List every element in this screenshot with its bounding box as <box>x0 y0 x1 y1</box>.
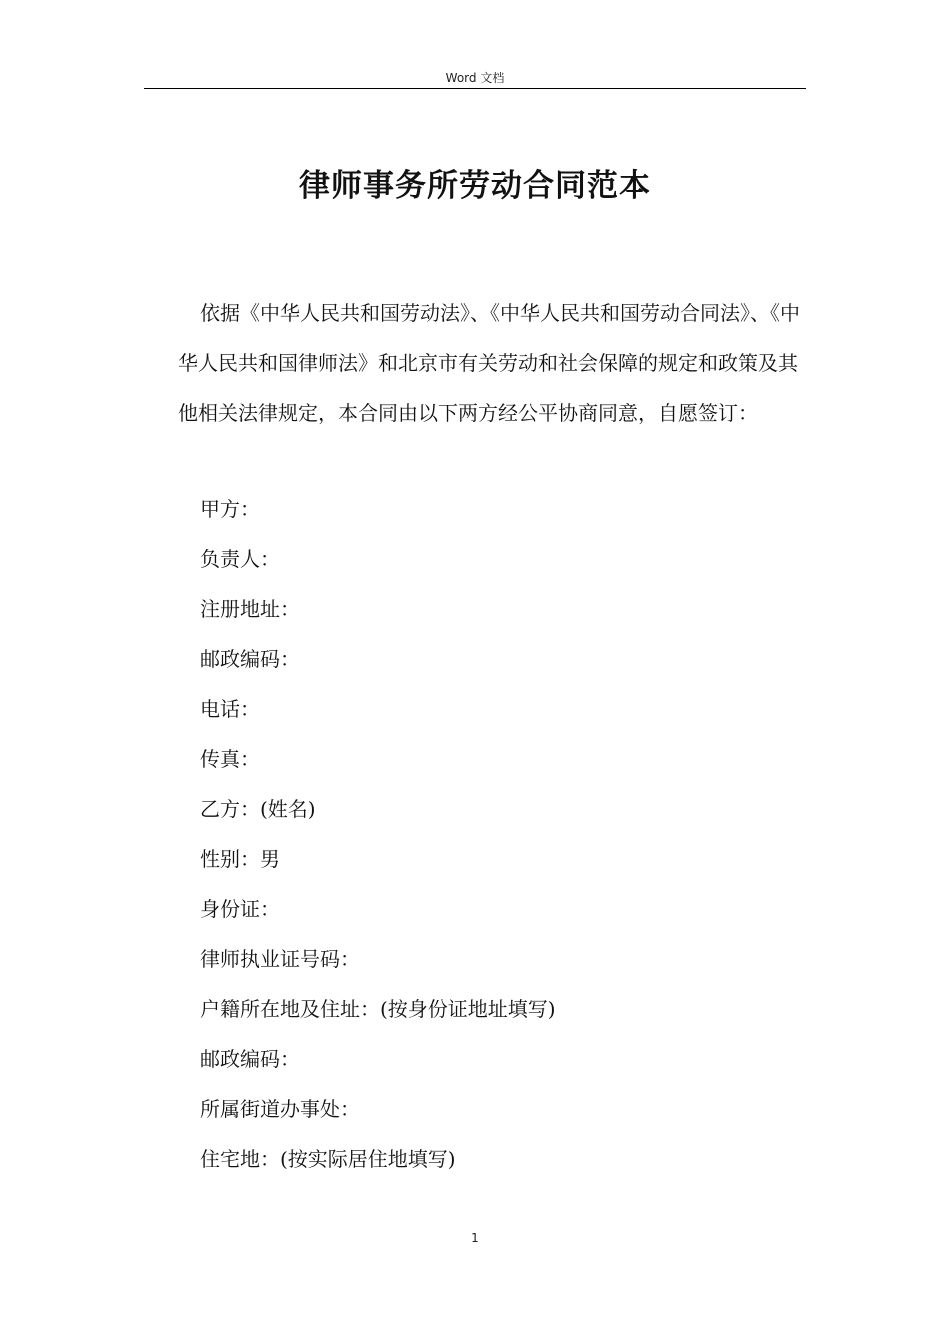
page-number: 1 <box>471 1231 479 1245</box>
intro-paragraph: 依据《中华人民共和国劳动法》、《中华人民共和国劳动合同法》、《中华人民共和国律师法》和北京市有关劳动和社会保障的规定和政策及其他相关法律规定，本合同由以下两方经公平协商同意，自愿签订： <box>178 301 800 425</box>
contract-fields-list <box>200 484 556 1184</box>
field-party-a: 甲方： <box>200 497 260 521</box>
document-title: 律师事务所劳动合同范本 <box>299 168 651 204</box>
field-party-b: 乙方：(姓名) <box>200 797 316 821</box>
page-header: Word 文档 <box>445 71 505 85</box>
field-household-address: 户籍所在地及住址：(按身份证地址填写) <box>200 997 556 1021</box>
header-divider <box>144 88 806 89</box>
field-id-card: 身份证： <box>200 897 280 921</box>
field-fax: 传真： <box>200 747 260 771</box>
field-registered-address: 注册地址： <box>200 597 300 621</box>
field-gender: 性别：男 <box>200 847 280 871</box>
field-lawyer-license: 律师执业证号码： <box>200 947 360 971</box>
field-postal-code-b: 邮政编码： <box>200 1047 300 1071</box>
field-subdistrict-office: 所属街道办事处： <box>200 1097 360 1121</box>
field-residence: 住宅地：(按实际居住地填写) <box>200 1147 456 1171</box>
field-postal-code-a: 邮政编码： <box>200 647 300 671</box>
field-person-in-charge: 负责人： <box>200 547 280 571</box>
field-telephone: 电话： <box>200 697 260 721</box>
